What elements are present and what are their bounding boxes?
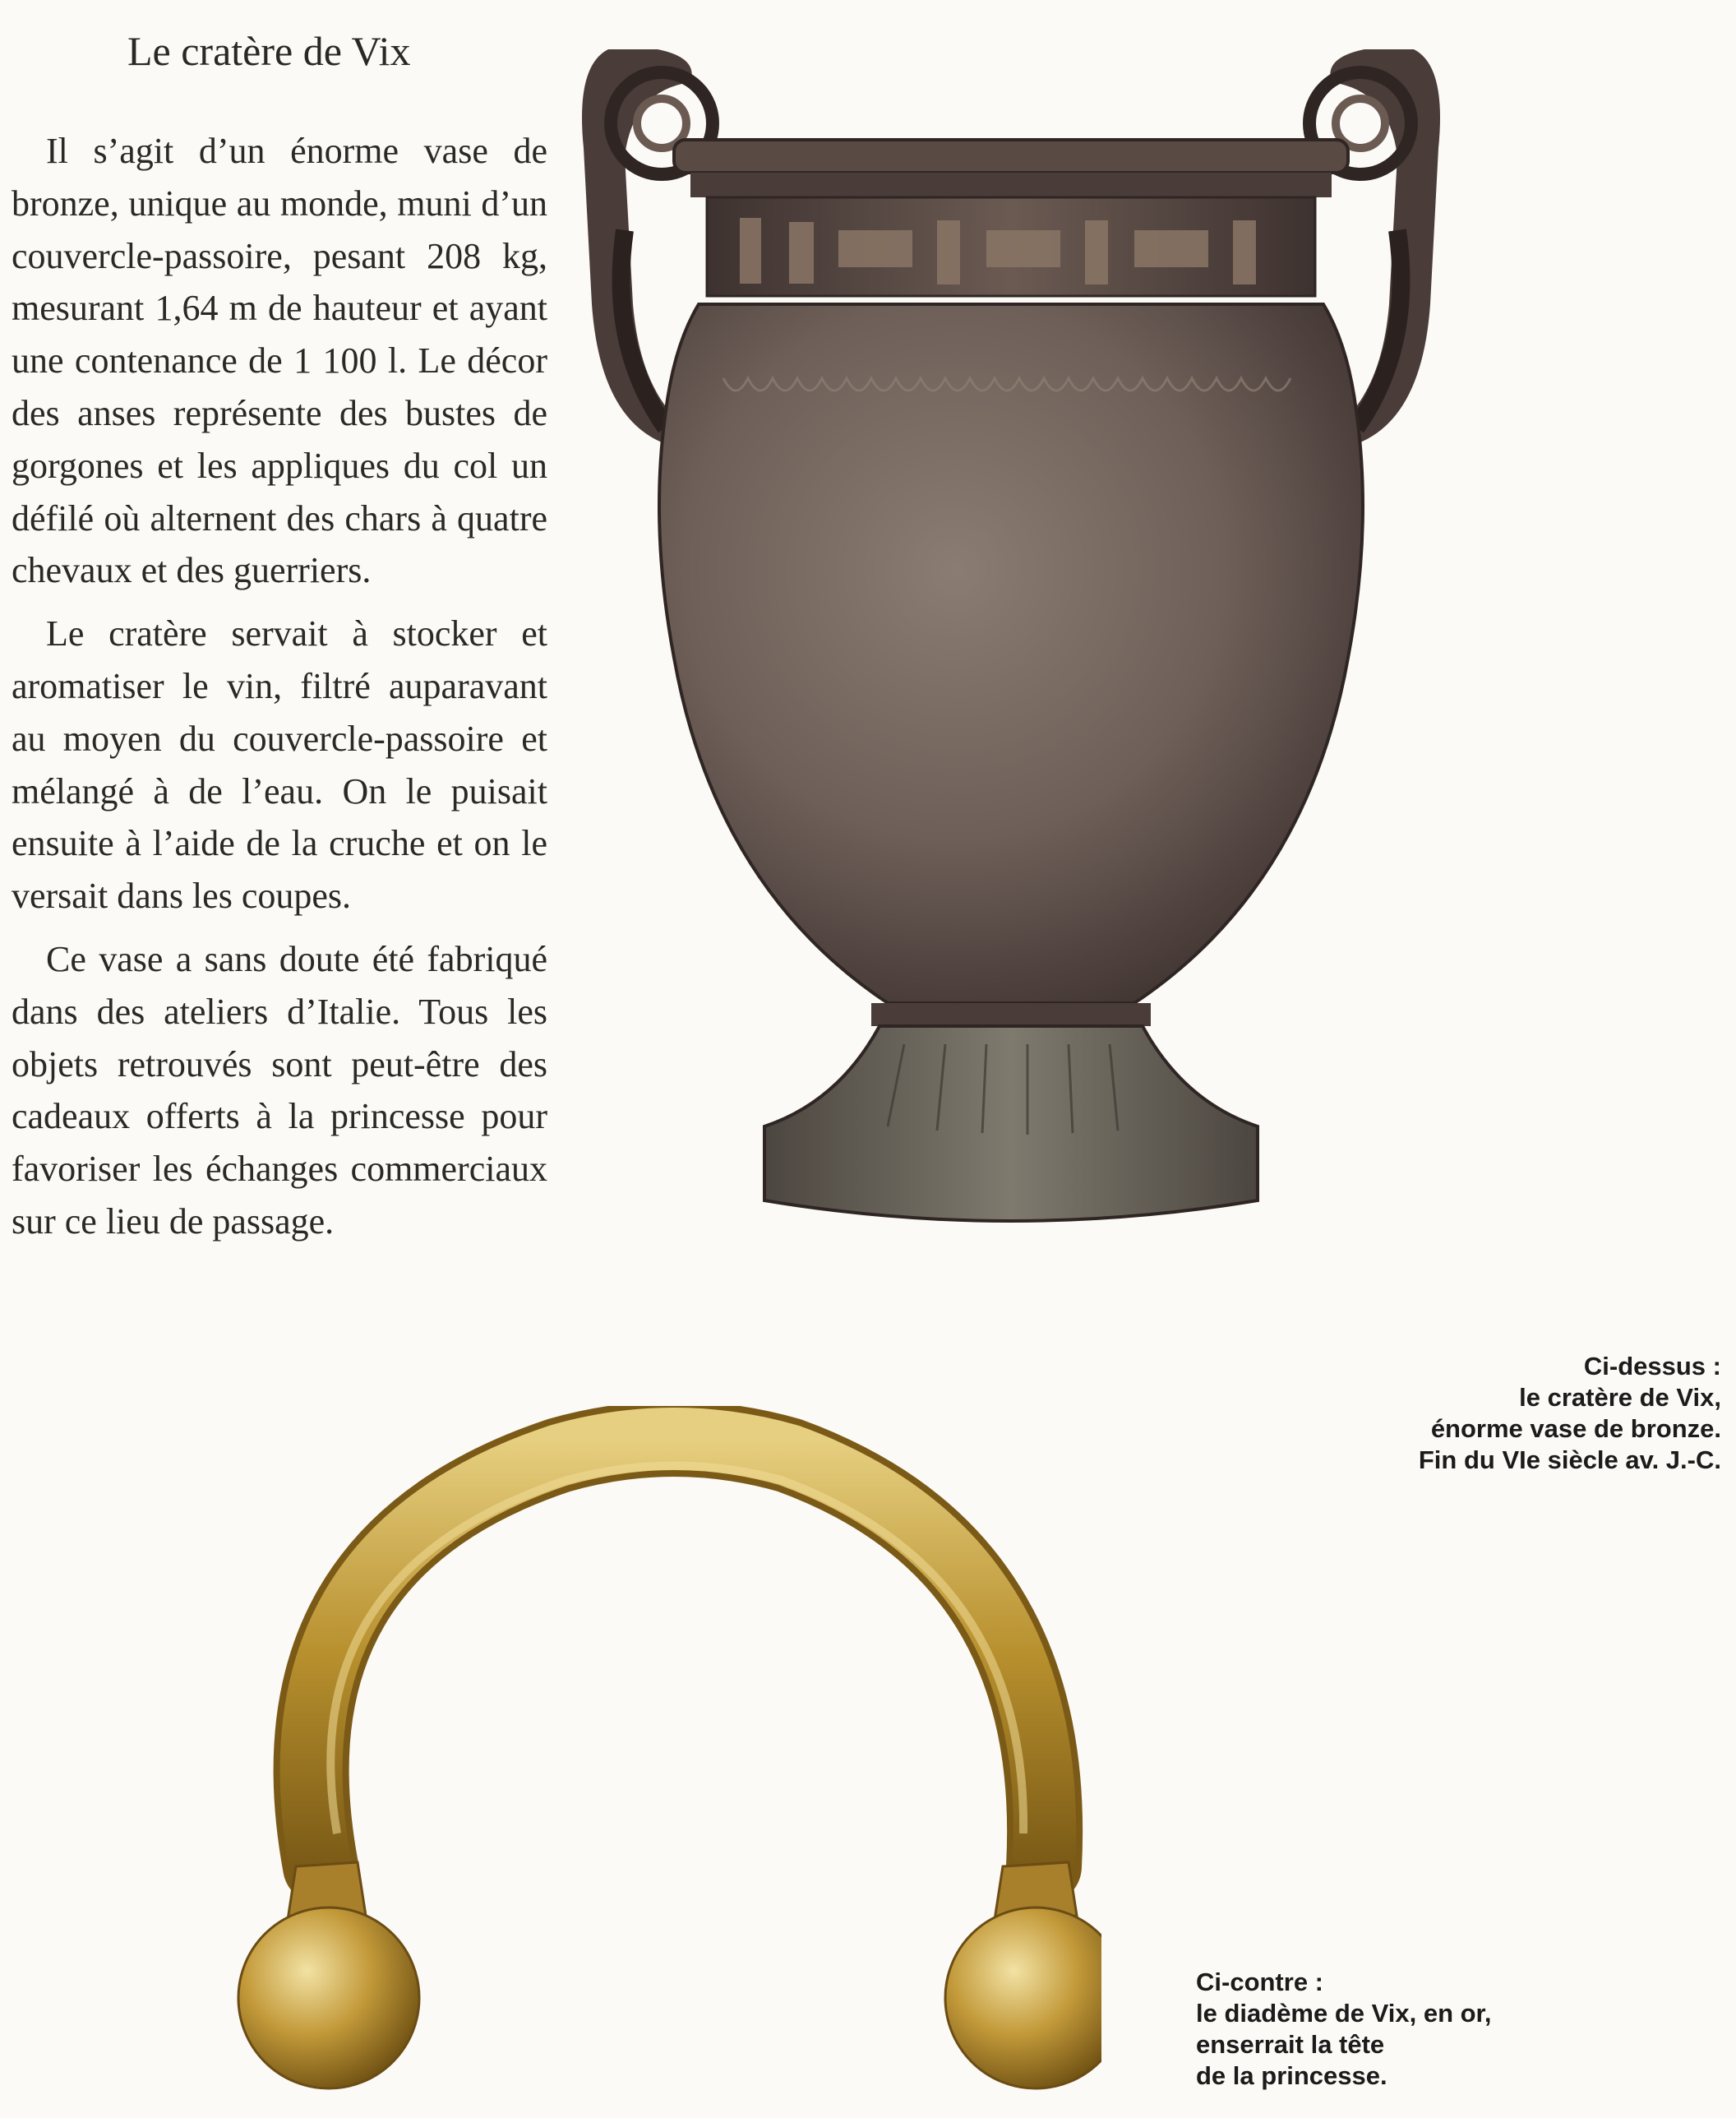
caption-line: le diadème de Vix, en or, xyxy=(1196,1999,1492,2028)
paragraph: Ce vase a sans doute été fabriqué dans des ateliers d’Italie. Tous les objets retrouvés sont peut-être des cadeaux offerts à la princesse pour favoriser les échanges commerciaux sur ce lieu de passage. xyxy=(12,938,547,1242)
caption-line: Ci-dessus : xyxy=(1583,1352,1721,1380)
right-terminal xyxy=(945,1908,1101,2088)
caption-diadem xyxy=(1196,1967,1492,2092)
page-title: Le cratère de Vix xyxy=(127,28,411,74)
caption-line: Ci-contre : xyxy=(1196,1968,1323,1996)
left-terminal xyxy=(238,1908,419,2088)
krater-photo xyxy=(575,33,1447,1316)
caption-line: Fin du VIe siècle av. J.-C. xyxy=(1418,1445,1721,1474)
caption-line: énorme vase de bronze. xyxy=(1430,1414,1721,1443)
diadem-photo xyxy=(214,1406,1101,2118)
caption-krater xyxy=(1419,1351,1721,1476)
caption-line: de la princesse. xyxy=(1196,2061,1387,2090)
article-body xyxy=(12,125,547,1259)
paragraph: Il s’agit d’un énorme vase de bronze, unique au monde, muni d’un couvercle-passoire, pesant 208 kg, mesurant 1,64 m de hauteur et ayant une contenance de 1 100 l. Le décor des anses représente des bustes de gorgones et les appliques du col un défilé où alternent des chars à quatre chevaux et des guerriers. xyxy=(12,131,547,591)
caption-line: le cratère de Vix, xyxy=(1519,1383,1721,1412)
paragraph: Le cratère servait à stocker et aromatiser le vin, filtré auparavant au moyen du couvercle-passoire et mélangé à de l’eau. On le puisait ensuite à l’aide de la cruche et on le versait dans les coupes. xyxy=(12,613,547,917)
caption-line: enserrait la tête xyxy=(1196,2030,1385,2059)
